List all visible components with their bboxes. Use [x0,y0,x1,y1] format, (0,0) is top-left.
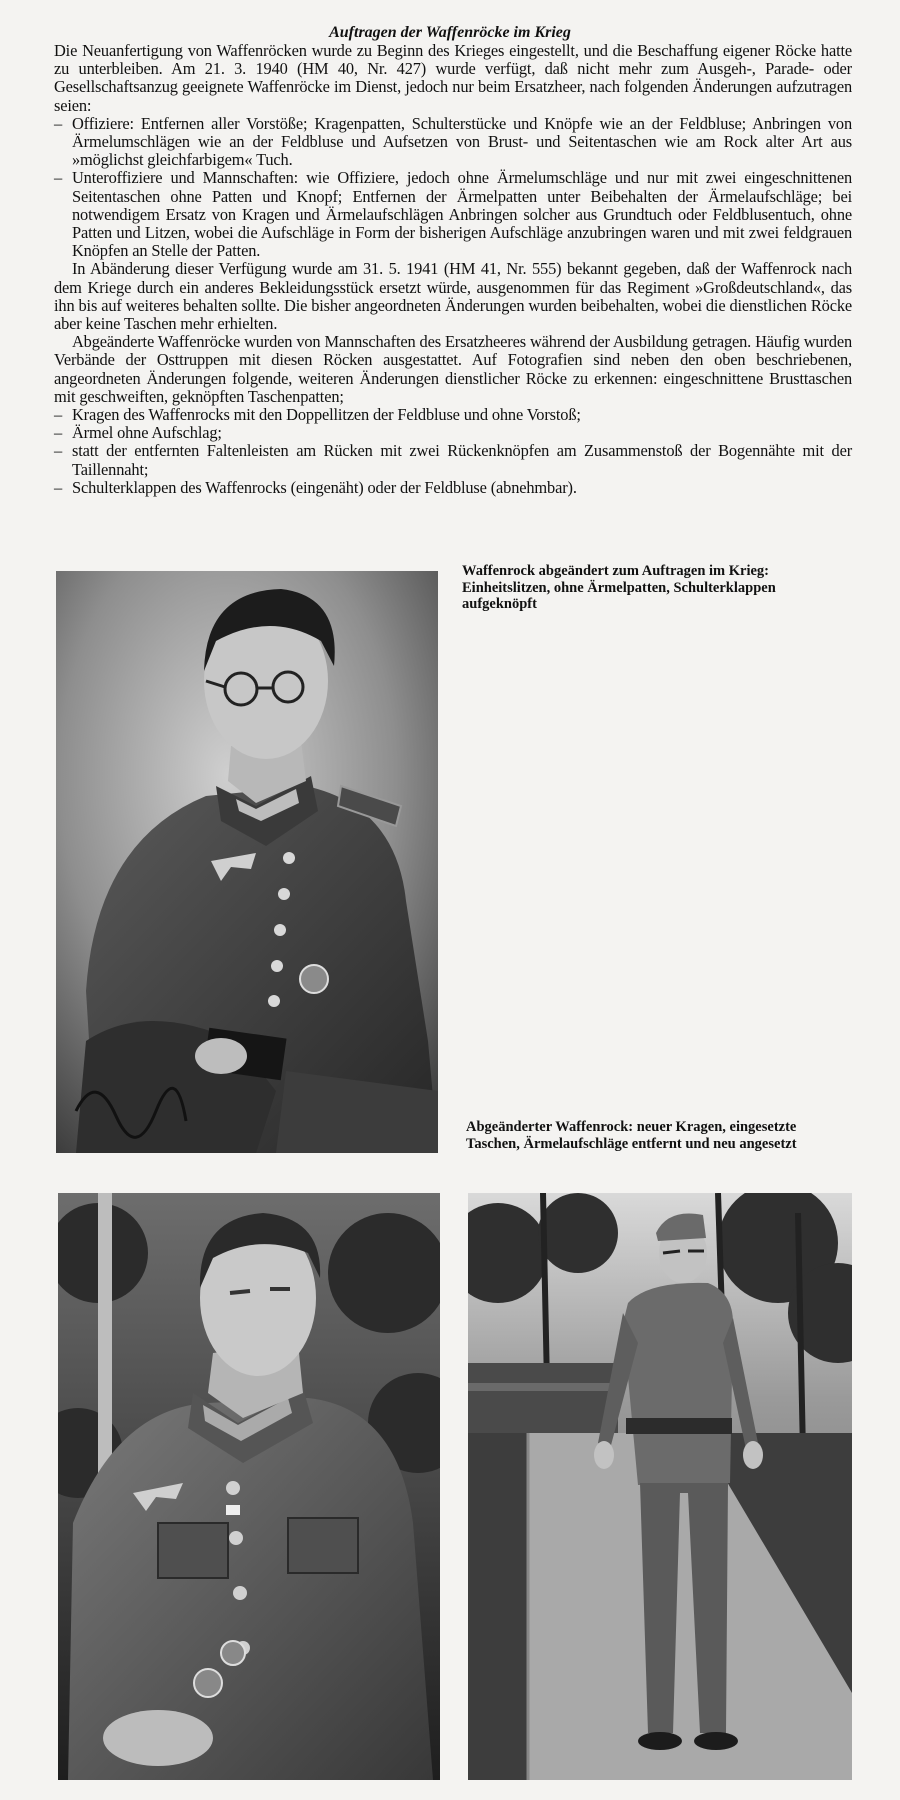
outdoor-portrait-photo [58,1193,440,1780]
list-item: – Kragen des Waffenrocks mit den Doppellitzen der Feldbluse und ohne Vorstoß; [54,406,852,424]
list-item: – statt der entfernten Faltenleisten am Rücken mit zwei Rückenknöpfen am Zusammenstoß der Bogennähte mit der Taillennaht; [54,442,852,478]
paragraph: In Abänderung dieser Verfügung wurde am 31. 5. 1941 (HM 41, Nr. 555) bekannt gegeben, daß der Waffenrock nach dem Kriege durch ein anderes Bekleidungsstück ersetzt würde, ausgenommen für das Regiment »Großdeutschland«, das ihn bis auf weiteres behalten sollte. Die bisher angeordneten Änderungen wurden beibehalten, wobei die dienstlichen Röcke aber keine Taschen mehr erhielten. [54,259,852,334]
list-item: – Offiziere: Entfernen aller Vorstöße; Kragenpatten, Schulterstücke und Knöpfe wie an der Feldbluse; Anbringen von Ärmelumschlägen wie an der Feldbluse und Aufsetzen von Brust- und Seitentaschen wie am Rock alter Art aus »möglichst gleichfarbigem« Tuch. [54,115,852,170]
list-item: – Schulterklappen des Waffenrocks (eingenäht) oder der Feldbluse (abnehmbar). [54,479,852,497]
paragraph: Die Neuanfertigung von Waffenröcken wurde zu Beginn des Krieges eingestellt, und die Beschaffung eigener Röcke hatte zu unterbleiben. Am 21. 3. 1940 (HM 40, Nr. 427) wurde verfügt, daß nicht mehr zum Ausgeh-, Parade- oder Gesellschaftsanzug geeignete Waffenröcke im Dienst, jedoch nur beim Ersatzheer, nach folgenden Änderungen aufzutragen seien: [54,41,852,115]
photo-caption-portrait: Waffenrock abgeändert zum Auftragen im Krieg: Einheitslitzen, ohne Ärmelpatten, Schulterklappen aufgeknöpft [462,563,776,612]
paragraph: Abgeänderte Waffenröcke wurden von Mannschaften des Ersatzheeres während der Ausbildung getragen. Häufig wurden Verbände der Osttruppen mit diesen Röcken ausgestattet. Auf Fotografien sind neben den oben beschriebenen, angeordneten Änderungen folgende, weiteren Änderungen dienstlicher Röcke zu erkennen: eingeschnittene Brusttaschen mit geschweiften, geknöpften Taschenpatten; [54,332,852,406]
standing-soldier-photo [468,1193,852,1780]
portrait-photo [56,571,438,1153]
list-item: – Unteroffiziere und Mannschaften: wie Offiziere, jedoch ohne Ärmelumschläge und nur mit zwei eingeschnittenen Seitentaschen ohne Patten und Knopf; Entfernen der Ärmelpatten unter Beibehalten der Ärmelaufschläge; bei notwendigem Ersatz von Kragen und Ärmelaufschlägen Anbringen solcher aus Grundtuch oder Feldblusentuch, ohne Patten und Litzen, wobei die Aufschläge in Form der bisherigen Aufschläge anzubringen waren und mit zwei feldgrauen Knöpfen an Stelle der Patten. [54,169,852,260]
photo-caption-standing: Abgeänderter Waffenrock: neuer Kragen, eingesetzte Taschen, Ärmelaufschläge entfernt und neu angesetzt [466,1119,797,1152]
article-body [54,42,852,497]
list-item: – Ärmel ohne Aufschlag; [54,424,852,442]
article-title: Auftragen der Waffenröcke im Krieg [329,24,571,41]
